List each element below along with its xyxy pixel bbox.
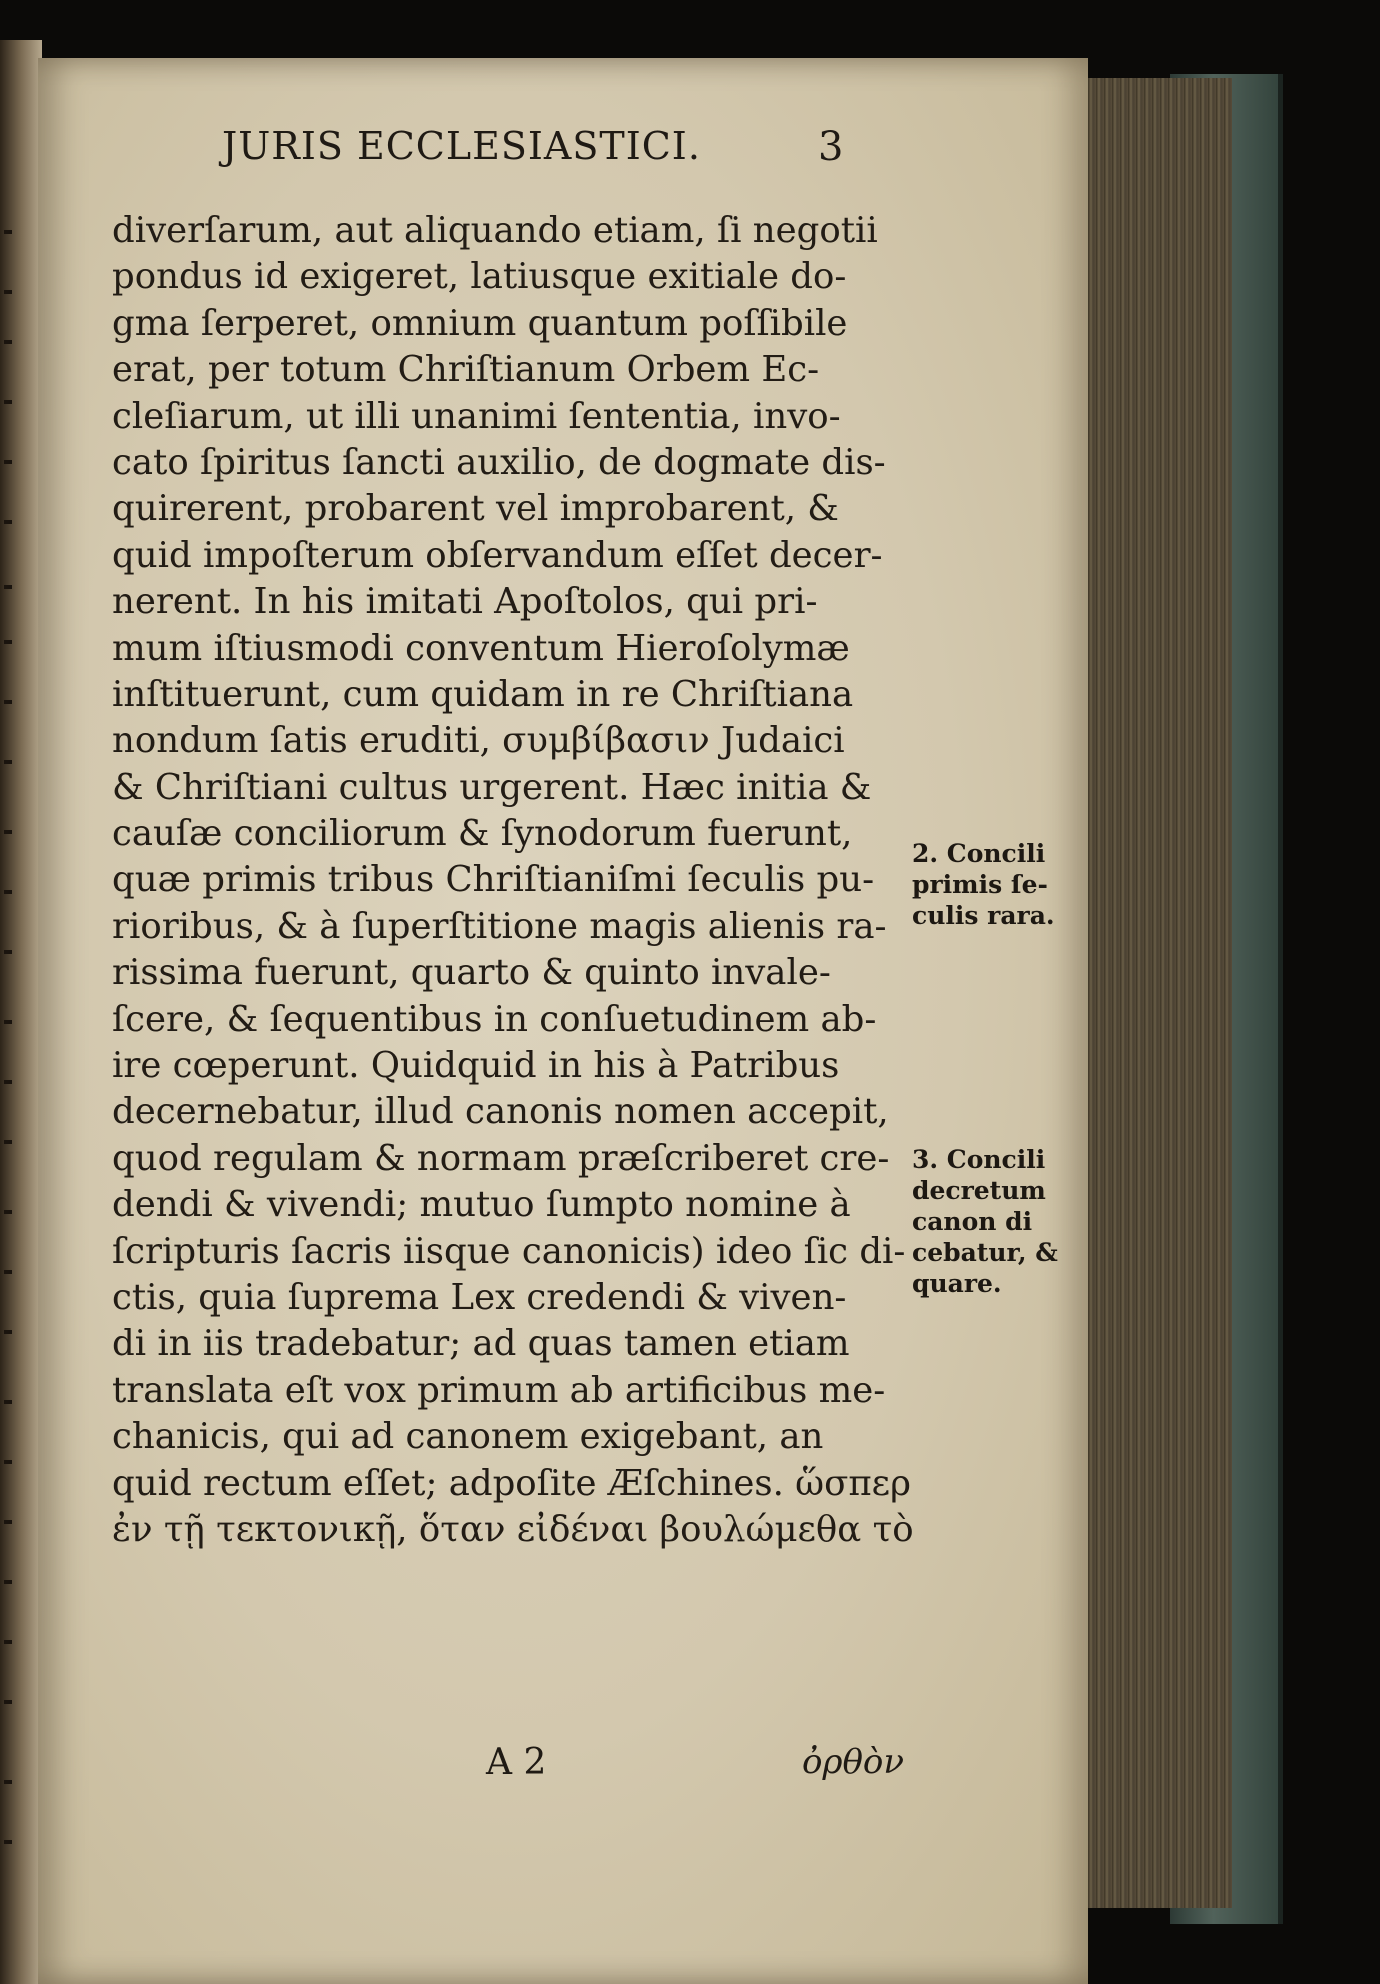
text-line: decernebatur, illud canonis nomen accepit, — [112, 1091, 889, 1133]
text-line: ſcere, & ſequentibus in conſuetudinem ab- — [112, 998, 877, 1040]
left-page-print-bleed — [0, 40, 42, 1984]
marginal-note-line: quare. — [912, 1269, 1002, 1298]
text-line: ſcripturis ſacris iisque canonicis) ideo ſic di- — [112, 1230, 906, 1272]
text-line: inſtituerunt, cum quidam in re Chriſtiana — [112, 673, 854, 715]
text-line: diverſarum, aut aliquando etiam, ſi negotii — [112, 210, 878, 251]
text-line: ctis, quia ſuprema Lex credendi & viven- — [112, 1276, 847, 1318]
text-line: & Chriſtiani cultus urgerent. Hæc initia & — [112, 766, 872, 808]
marginal-note-line: primis ſe- — [912, 870, 1048, 899]
marginal-note-line: 2. Concili — [912, 839, 1046, 868]
text-line: quæ primis tribus Chriſtianiſmi ſeculis pu- — [112, 859, 875, 901]
text-line: quid rectum eſſet; adpoſite Æſchines. ὥσπερ — [112, 1462, 911, 1504]
marginal-note-councils-rare — [912, 838, 1072, 931]
text-line: translata eſt vox primum ab artificibus me- — [112, 1369, 886, 1411]
text-line: erat, per totum Chriſtianum Orbem Ec- — [112, 349, 820, 391]
page-number: 3 — [818, 124, 844, 170]
text-line: nerent. In his imitati Apoſtolos, qui pri- — [112, 581, 818, 623]
marginal-note-line: 3. Concili — [912, 1145, 1046, 1174]
printer-signature-mark: A 2 — [486, 1742, 547, 1783]
text-line: cato ſpiritus ſancti auxilio, de dogmate dis- — [112, 441, 886, 483]
body-text — [112, 208, 912, 1553]
text-line: ire cœperunt. Quidquid in his à Patribus — [112, 1045, 840, 1087]
text-line: quid impoſterum obſervandum eſſet decer- — [112, 534, 883, 576]
text-line: ἐν τῇ τεκτονικῇ, ὅταν εἰδέναι βουλώμεθα τὸ — [112, 1508, 914, 1550]
text-line: di in iis tradebatur; ad quas tamen etiam — [112, 1323, 850, 1365]
text-line: cleſiarum, ut illi unanimi ſententia, invo- — [112, 395, 841, 437]
text-line: gma ſerperet, omnium quantum poſſibile — [112, 302, 848, 344]
text-line: cauſæ conciliorum & ſynodorum fuerunt, — [112, 813, 853, 855]
text-line: dendi & vivendi; mutuo ſumpto nomine à — [112, 1184, 851, 1226]
marginal-note-line: cebatur, & — [912, 1238, 1058, 1267]
catchword: ὀρθὸν — [802, 1742, 905, 1782]
left-page-edge — [0, 40, 42, 1984]
text-line: rissima fuerunt, quarto & quinto invale- — [112, 952, 831, 994]
running-head: JURIS ECCLESIASTICI. — [222, 124, 701, 168]
marginal-note-line: canon di — [912, 1207, 1033, 1236]
text-line: quod regulam & normam præſcriberet cre- — [112, 1137, 890, 1179]
page-block-fore-edge — [1068, 78, 1232, 1908]
text-line: mum iſtiusmodi conventum Hieroſolymæ — [112, 627, 850, 669]
marginal-note-line: culis rara. — [912, 901, 1055, 930]
marginal-note-line: decretum — [912, 1176, 1046, 1205]
text-line: nondum ſatis eruditi, συμβίβασιν Judaici — [112, 720, 845, 762]
text-line: chanicis, qui ad canonem exigebant, an — [112, 1416, 824, 1458]
text-line: pondus id exigeret, latiusque exitiale do- — [112, 256, 847, 298]
text-line: quirerent, probarent vel improbarent, & — [112, 488, 839, 530]
text-line: rioribus, & à ſuperſtitione magis alienis ra- — [112, 905, 887, 947]
marginal-note-canon — [912, 1144, 1072, 1299]
